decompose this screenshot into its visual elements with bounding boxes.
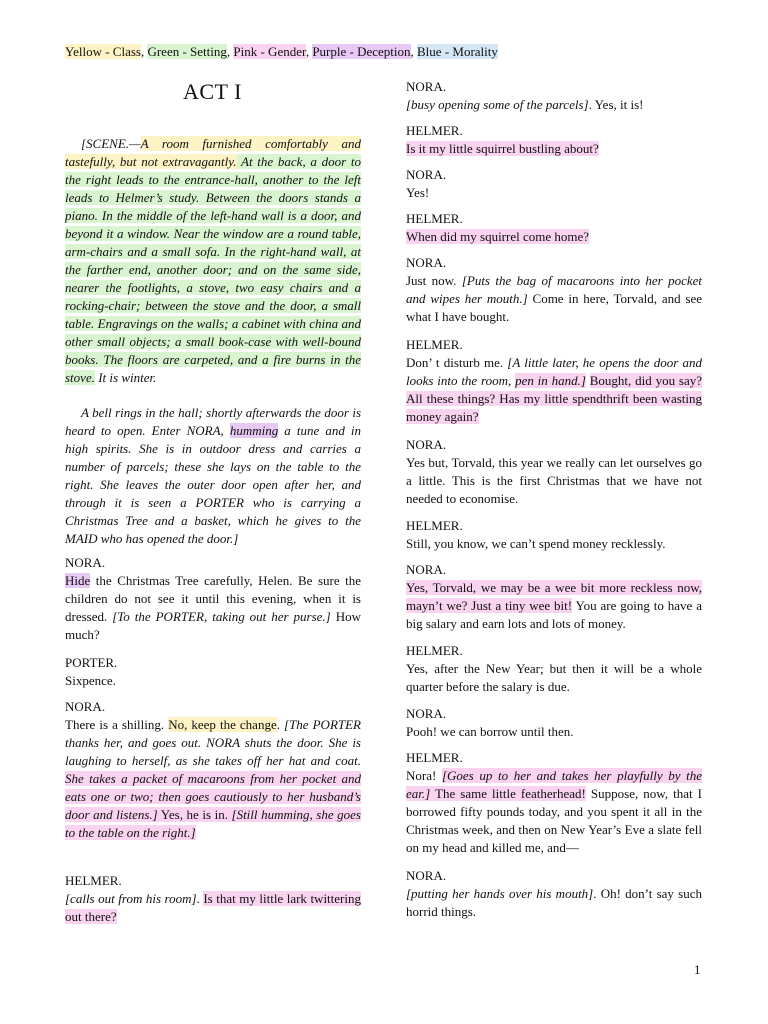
text-run: Yes but, Torvald, this year we really can let ourselves go a little. This is the first Christmas that we have not needed to economise. (406, 455, 702, 506)
text-run: Come in here, Torvald, and see what I have bought. (406, 291, 703, 324)
speaker-name: HELMER. (406, 643, 463, 658)
act-title: ACT I (183, 79, 242, 104)
dialogue-line (406, 767, 702, 857)
dialogue-line (65, 890, 361, 926)
text-run: . (196, 891, 204, 906)
dialogue-line (65, 572, 361, 644)
text-run: Don’ t disturb me. (406, 355, 508, 370)
text-run: . (276, 717, 285, 732)
dialogue-line (406, 579, 702, 633)
legend-item: Purple - Deception (312, 44, 411, 59)
speaker-name: HELMER. (406, 123, 463, 138)
text-run: pen in hand.] (515, 373, 586, 388)
text-run: Is it my little squirrel bustling about? (406, 141, 599, 156)
legend-item: Green - Setting (147, 44, 227, 59)
text-run: Is that my little lark twittering out there? (65, 891, 361, 924)
speaker-name: NORA. (406, 868, 447, 883)
text-run: The same little featherhead! (430, 786, 586, 801)
text-run: . Oh! don’t say such horrid things. (406, 886, 702, 919)
text-run: You are going to have a big salary and earn lots and lots of money. (406, 598, 702, 631)
stage-direction (65, 404, 361, 548)
text-run: Yes, he is in. (157, 807, 232, 822)
speaker-name: NORA. (406, 562, 447, 577)
text-run: Yes, Torvald, we may be a wee bit more reckless now, mayn’t we? Just a tiny wee bit! (406, 580, 702, 613)
speaker-name: NORA. (406, 706, 447, 721)
text-run: a tune and in high spirits. She is in outdoor dress and carries a number of parcels; these she lays on the table to the right. She leaves the outer door open after her, and through it is seen a PORTER who is carrying a Christmas Tree and a basket, which he gives to the MAID who has opened the door.] (65, 423, 361, 546)
text-run: [putting her hands over his mouth] (406, 886, 594, 901)
text-run: Yes! (406, 185, 430, 200)
speaker-name: NORA. (406, 167, 447, 182)
text-run: Yes, after the New Year; but then it will be a whole quarter before the salary is due. (406, 661, 702, 694)
dialogue-line (406, 723, 702, 741)
dialogue-line (406, 660, 702, 696)
text-run: She takes a packet of macaroons from her pocket and eats one or two; then goes cautiously to her husband’s door and listens.] (65, 771, 361, 822)
highlight-legend: Yellow - Class, Green - Setting, Pink - Gender, Purple - Deception, Blue - Morality (65, 44, 498, 59)
text-run: [calls out from his room] (65, 891, 197, 906)
speaker-name: HELMER. (406, 211, 463, 226)
text-run: [A little later, he opens the door and looks into the room, (406, 355, 702, 388)
speaker-name: NORA. (406, 255, 447, 270)
text-run: There is a shilling. (65, 717, 169, 732)
speaker-name: NORA. (406, 79, 447, 94)
speaker-name: NORA. (65, 699, 106, 714)
dialogue-line (406, 140, 702, 158)
dialogue-line (406, 96, 702, 114)
text-run: Bought, did you say? All these things? Has my little spendthrift been wasting money again? (406, 373, 702, 424)
text-run: Just now. (406, 273, 462, 288)
text-run: [Still humming, she goes to the table on the right.] (65, 807, 361, 840)
dialogue-line (406, 454, 702, 508)
dialogue-line (406, 184, 702, 202)
text-run: At the back, a door to the right leads to the entrance-hall, another to the left leads to Helmer’s study. Between the doors stands a piano. In the middle of the left-hand wall is a door, and beyond it a window. Near the window are a round table, arm-chairs and a small sofa. In the right-hand wall, at the farther end, another door; and on the same side, nearer the footlights, a stove, two easy chairs and a rocking-chair; between the stove and the door, a small table. Engravings on the walls; a cabinet with china and other small objects; a small book-case with well-bound books. The floors are carpeted, and a fire burns in the stove. (65, 154, 361, 385)
dialogue-line (406, 228, 702, 246)
text-run: [SCENE.— (81, 136, 141, 151)
text-run: [busy opening some of the parcels] (406, 97, 589, 112)
text-run: When did my squirrel come home? (406, 229, 590, 244)
text-run: humming (229, 423, 279, 438)
speaker-name: NORA. (65, 555, 106, 570)
text-run: It is winter. (94, 370, 157, 385)
text-run: Nora! (406, 768, 442, 783)
speaker-name: NORA. (406, 437, 447, 452)
text-run: A room furnished comfortably and tastefully, but not extravagantly. (65, 136, 361, 169)
text-run: Hide (65, 573, 91, 588)
text-run: [The PORTER thanks her, and goes out. NORA shuts the door. She is laughing to herself, as she takes off her hat and coat. (65, 717, 362, 768)
dialogue-line (406, 535, 702, 553)
stage-direction (65, 135, 361, 387)
dialogue-line (406, 354, 702, 426)
text-run: Suppose, now, that I borrowed fifty pounds today, and you spent it all in the Christmas week, and then on New Year’s Eve a slate fell on my head and killed me, and— (406, 786, 702, 855)
text-run: the Christmas Tree carefully, Helen. Be sure the children do not see it until this evening, when it is dressed. (65, 573, 361, 624)
text-run: [To the PORTER, taking out her purse.] (112, 609, 331, 624)
text-run: How much? (65, 609, 361, 642)
speaker-name: HELMER. (406, 750, 463, 765)
text-run: Still, you know, we can’t spend money recklessly. (406, 536, 666, 551)
legend-item: Blue - Morality (417, 44, 498, 59)
speaker-name: HELMER. (65, 873, 122, 888)
legend-item: Yellow - Class (65, 44, 141, 59)
speaker-name: HELMER. (406, 337, 463, 352)
speaker-name: HELMER. (406, 518, 463, 533)
speaker-name: PORTER. (65, 655, 118, 670)
text-run: [Goes up to her and takes her playfully by the ear.] (406, 768, 702, 801)
legend-item: Pink - Gender (233, 44, 306, 59)
dialogue-line (65, 716, 361, 842)
text-run: A bell rings in the hall; shortly afterwards the door is heard to open. Enter NORA, (65, 405, 361, 438)
text-run: Sixpence. (65, 673, 116, 688)
text-run: Pooh! we can borrow until then. (406, 724, 574, 739)
page-number: 1 (694, 962, 701, 977)
dialogue-line (406, 272, 702, 326)
dialogue-line (65, 672, 361, 690)
text-run: No, keep the change (168, 717, 277, 732)
dialogue-line (406, 885, 702, 921)
text-run: . Yes, it is! (588, 97, 644, 112)
text-run: [Puts the bag of macaroons into her pocket and wipes her mouth.] (406, 273, 702, 306)
